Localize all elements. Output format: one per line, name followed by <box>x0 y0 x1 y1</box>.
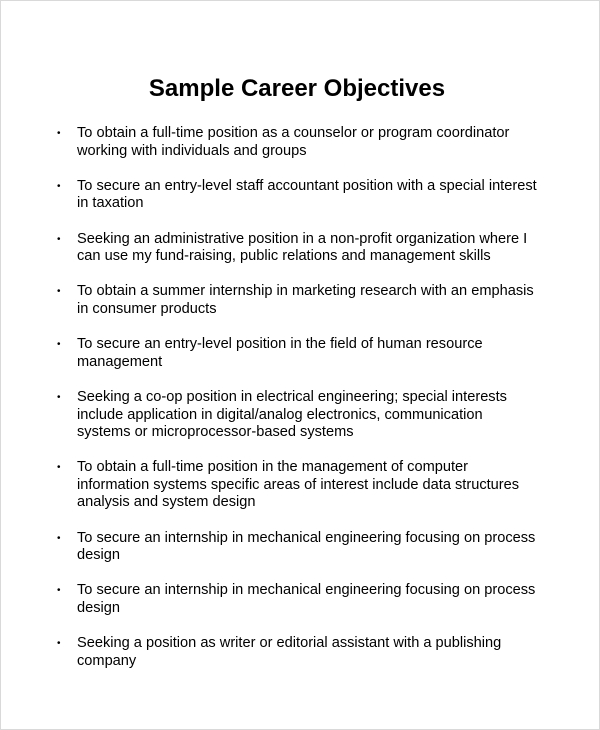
objective-item <box>1 389 599 442</box>
objective-item <box>1 231 599 266</box>
objective-line: in taxation <box>77 195 144 212</box>
objective-line: can use my fund-raising, public relations and management skills <box>77 248 491 265</box>
bullet-icon: • <box>57 286 61 298</box>
objective-line: To obtain a summer internship in marketing research with an emphasis <box>77 283 534 300</box>
bullet-icon: • <box>57 462 61 474</box>
bullet-icon: • <box>57 128 61 139</box>
objective-line: in consumer products <box>77 300 217 317</box>
objective-line: To secure an entry-level staff accountant position with a special interest <box>77 177 537 194</box>
page-title: Sample Career Objectives <box>148 75 446 102</box>
bullet-icon: • <box>57 180 61 192</box>
objective-item <box>1 459 599 512</box>
bullet-icon: • <box>57 339 61 351</box>
objective-line: analysis and system design <box>77 494 256 511</box>
objective-line: management <box>77 353 163 370</box>
bullet-icon: • <box>57 585 61 597</box>
objective-line: To secure an internship in mechanical engineering focusing on process <box>77 582 536 599</box>
objective-item <box>1 125 599 160</box>
objective-line: company <box>77 652 137 669</box>
objective-item <box>1 530 599 565</box>
bullet-icon: • <box>57 391 61 403</box>
objective-line: Seeking a position as writer or editorial assistant with a publishing <box>77 635 502 652</box>
objective-item <box>1 635 599 670</box>
objective-line: To obtain a full-time position in the management of computer <box>77 459 469 476</box>
objective-line: To obtain a full-time position as a counselor or program coordinator <box>77 125 510 141</box>
objective-line: Seeking a co-op position in electrical engineering; special interests <box>77 388 507 405</box>
objectives-list <box>1 125 599 688</box>
objective-item <box>1 582 599 617</box>
objective-line: To secure an internship in mechanical engineering focusing on process <box>77 529 536 546</box>
objective-item <box>1 178 599 213</box>
objective-line: Seeking an administrative position in a non-profit organization where I <box>77 230 528 247</box>
objective-line: information systems specific areas of interest include data structures <box>77 476 520 493</box>
objective-line: design <box>77 547 121 564</box>
objective-line: include application in digital/analog electronics, communication <box>77 406 483 423</box>
objective-item <box>1 336 599 371</box>
objective-line: working with individuals and groups <box>77 142 307 159</box>
bullet-icon: • <box>57 638 61 650</box>
objective-item <box>1 283 599 318</box>
objective-line: design <box>77 600 121 617</box>
objective-line: To secure an entry-level position in the field of human resource <box>77 336 483 353</box>
objective-line: systems or microprocessor-based systems <box>77 424 354 441</box>
bullet-icon: • <box>57 532 61 544</box>
bullet-icon: • <box>57 233 61 245</box>
